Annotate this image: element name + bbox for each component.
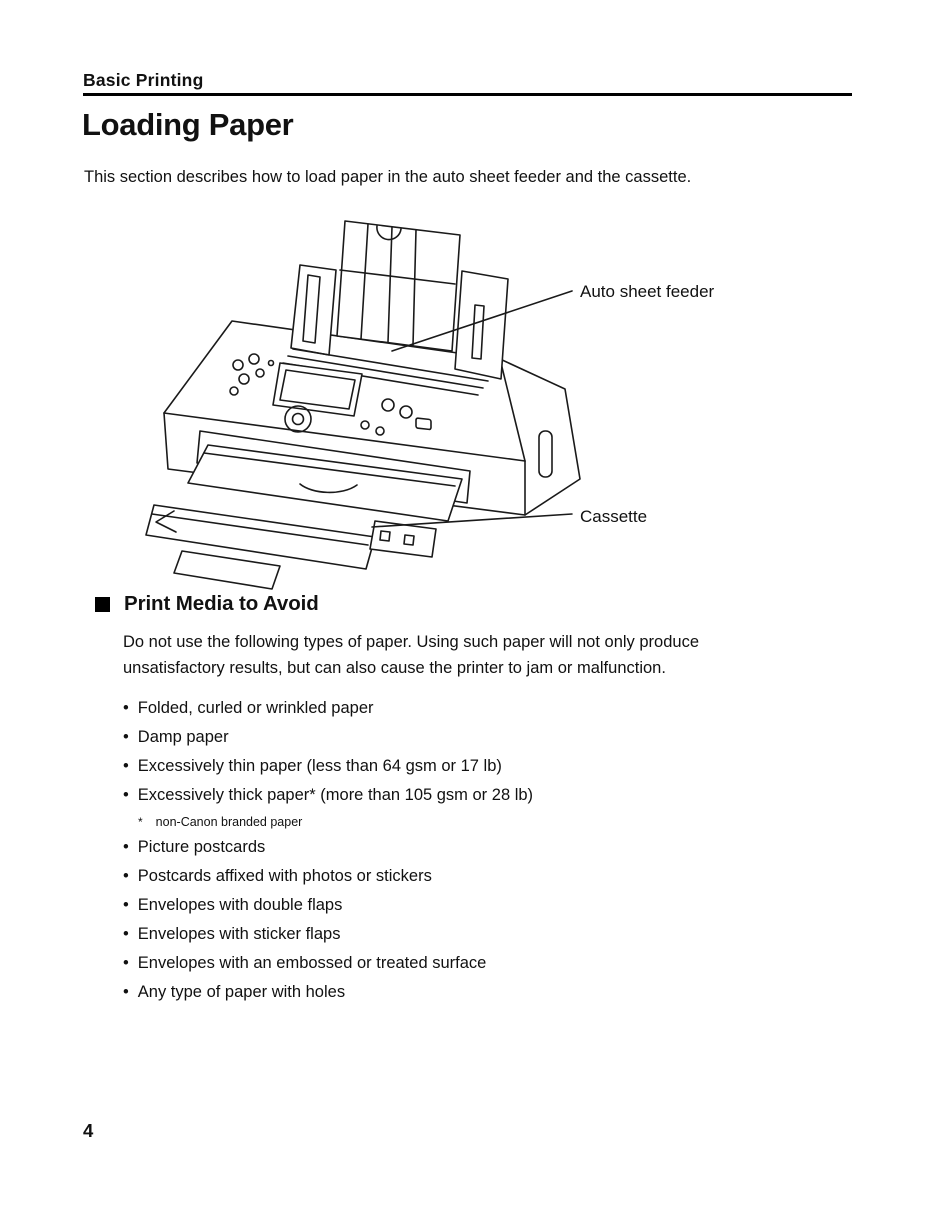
list-item-text: Envelopes with sticker flaps — [137, 924, 341, 943]
section-heading-row — [95, 592, 873, 616]
list-item — [123, 786, 873, 805]
page-number: 4 — [83, 1120, 94, 1141]
list-footnote — [138, 815, 873, 829]
bullet-icon: • — [123, 698, 129, 717]
label-auto-sheet-feeder: Auto sheet feeder — [580, 282, 715, 301]
bullet-icon: • — [123, 982, 129, 1001]
list-item-text: Envelopes with double flaps — [137, 895, 343, 914]
list-item-text: Any type of paper with holes — [137, 982, 346, 1001]
list-item — [123, 867, 873, 886]
list-item — [123, 925, 873, 944]
list-item-text: Excessively thick paper* (more than 105 gsm or 28 lb) — [137, 785, 534, 804]
print-media-section — [83, 592, 873, 1012]
list-item — [123, 838, 873, 857]
list-item-text: Picture postcards — [137, 837, 266, 856]
list-item-text: Postcards affixed with photos or stickers — [137, 866, 432, 885]
list-item — [123, 983, 873, 1002]
running-header: Basic Printing — [83, 70, 204, 90]
bullet-icon: • — [123, 756, 129, 775]
list-item-text: Excessively thin paper (less than 64 gsm or 17 lb) — [137, 756, 502, 775]
bullet-icon: • — [123, 895, 129, 914]
bullet-icon: • — [123, 785, 129, 804]
bullet-icon: • — [123, 924, 129, 943]
list-item — [123, 699, 873, 718]
bullet-icon: • — [123, 866, 129, 885]
page-title: Loading Paper — [82, 107, 294, 142]
list-item — [123, 954, 873, 973]
bullet-icon: • — [123, 837, 129, 856]
label-cassette: Cassette — [580, 507, 648, 526]
list-item — [123, 896, 873, 915]
footnote-marker: * — [138, 814, 143, 829]
printer-illustration-icon — [140, 213, 730, 595]
header-rule — [83, 93, 852, 96]
bullet-icon: • — [123, 727, 129, 746]
list-item-text: Envelopes with an embossed or treated surface — [137, 953, 487, 972]
list-item-text: Damp paper — [137, 727, 229, 746]
section-heading: Print Media to Avoid — [124, 592, 319, 615]
printer-figure — [140, 213, 900, 598]
list-item-text: Folded, curled or wrinkled paper — [137, 698, 374, 717]
intro-text: This section describes how to load paper in the auto sheet feeder and the cassette. — [84, 168, 692, 186]
footnote-text: non-Canon branded paper — [155, 814, 303, 829]
square-bullet-icon — [95, 597, 110, 612]
media-to-avoid-list — [123, 699, 873, 1002]
bullet-icon: • — [123, 953, 129, 972]
list-item — [123, 757, 873, 776]
section-body: Do not use the following types of paper. Using such paper will not only produce unsatisfactory results, but can also cause the printer to jam or malfunction. — [123, 633, 700, 678]
list-item — [123, 728, 873, 747]
